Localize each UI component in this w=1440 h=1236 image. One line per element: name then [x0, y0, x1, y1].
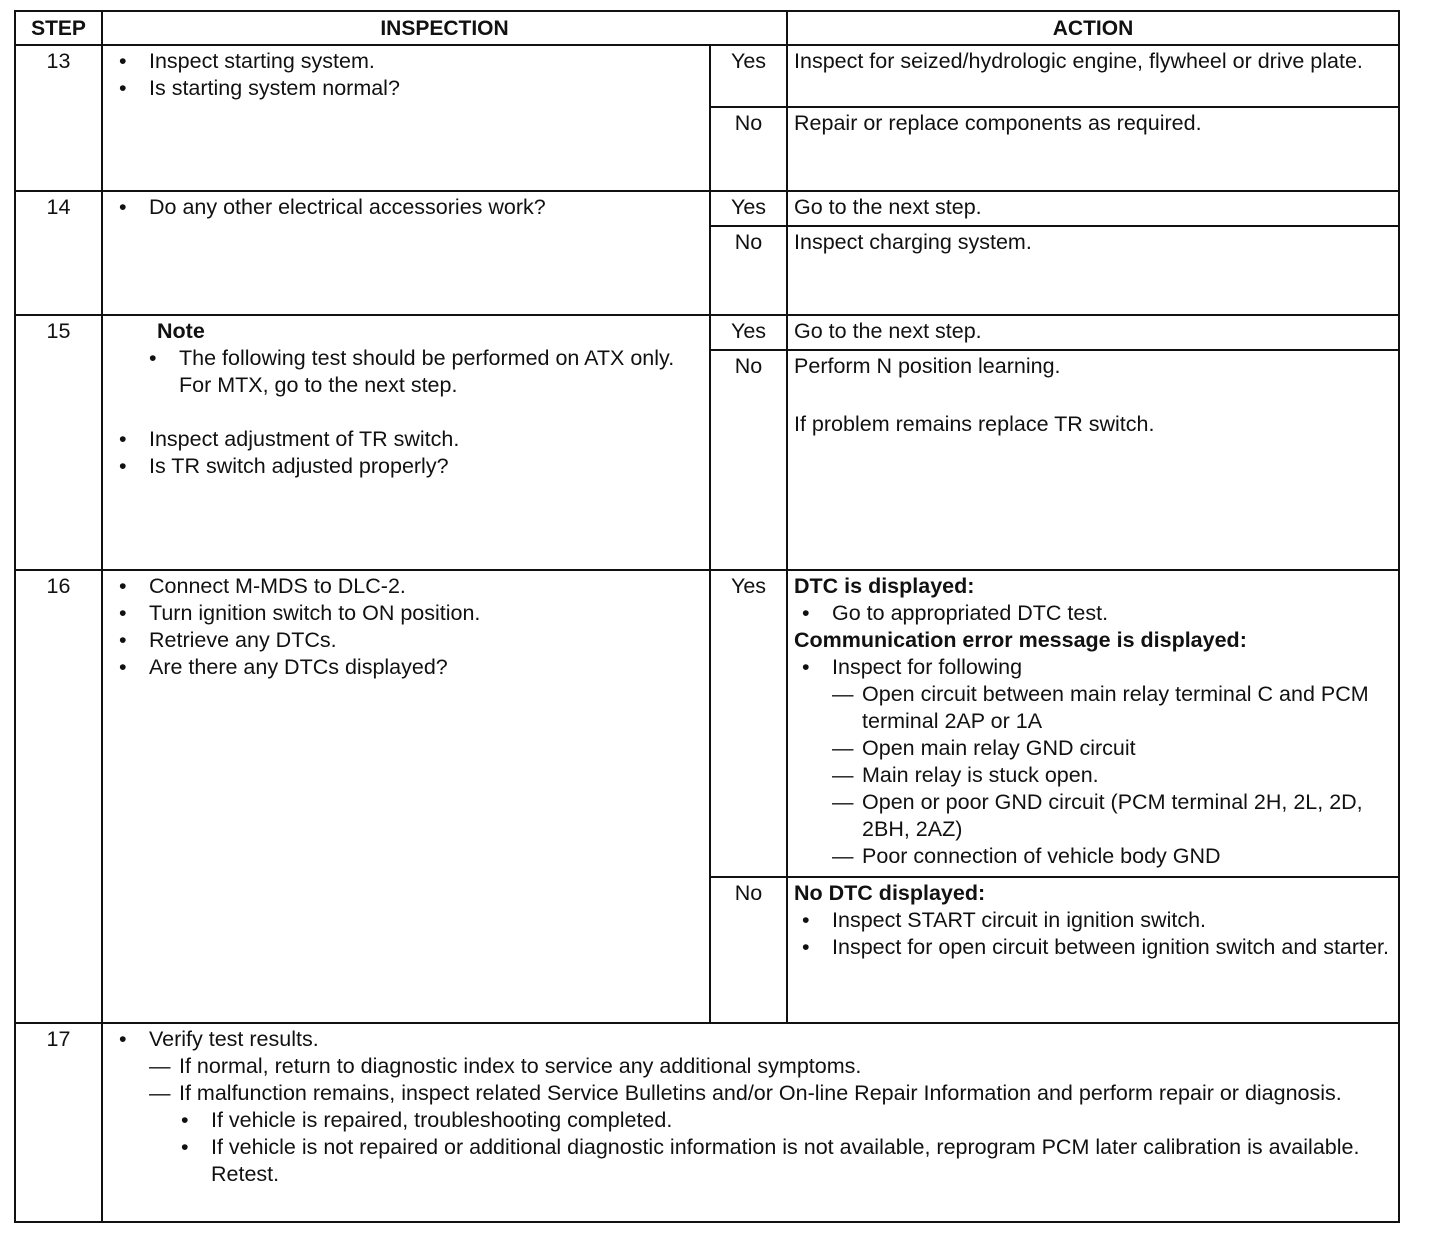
no-heading: No DTC displayed:: [794, 881, 986, 905]
no-label: No: [710, 107, 787, 191]
step-17-cell: [102, 1023, 1399, 1222]
verify-subsub: • If vehicle is not repaired or additional diagnostic information is not available, reprogram PCM later calibration is available. Retest.: [179, 1134, 1392, 1188]
step-number: 16: [15, 570, 102, 1023]
yes-heading: Communication error message is displayed:: [794, 628, 1247, 652]
yes-subitem: — Main relay is stuck open.: [832, 762, 1390, 789]
step-number: 17: [15, 1023, 102, 1222]
inspection-item: • Retrieve any DTCs.: [117, 627, 703, 654]
step-13-yes-row: [15, 45, 1399, 107]
inspection-item: • Inspect starting system.: [117, 48, 703, 75]
inspection-header: INSPECTION: [102, 11, 787, 45]
inspection-cell: [102, 45, 710, 191]
verify-sub: [149, 1080, 1392, 1188]
action-header: ACTION: [787, 11, 1399, 45]
no-label: No: [710, 226, 787, 315]
step-17-row: [15, 1023, 1399, 1222]
yes-item-text: Inspect for following: [832, 655, 1023, 679]
step-number: 13: [15, 45, 102, 191]
inspection-item: • Connect M-MDS to DLC-2.: [117, 573, 703, 600]
note-title: Note: [157, 319, 205, 343]
step-header: STEP: [15, 11, 102, 45]
step-16-yes-row: [15, 570, 1399, 877]
yes-label: Yes: [710, 570, 787, 877]
verify-sub-text: If malfunction remains, inspect related Service Bulletins and/or On-line Repair Information and perform repair or diagnosis.: [179, 1081, 1342, 1105]
no-action: Inspect charging system.: [787, 226, 1399, 315]
yes-label: Yes: [710, 315, 787, 350]
yes-subitem: — Poor connection of vehicle body GND: [832, 843, 1390, 870]
yes-item: • Go to appropriated DTC test.: [800, 600, 1390, 627]
step-number: 14: [15, 191, 102, 315]
verify-sub: — If normal, return to diagnostic index to service any additional symptoms.: [149, 1053, 1392, 1080]
yes-subitem: — Open circuit between main relay terminal C and PCM terminal 2AP or 1A: [832, 681, 1390, 735]
no-label: No: [710, 350, 787, 570]
inspection-item: • Inspect adjustment of TR switch.: [117, 426, 703, 453]
verify-text: Verify test results.: [149, 1027, 319, 1051]
step-15-yes-row: [15, 315, 1399, 350]
verify-item: [117, 1026, 1392, 1188]
yes-label: Yes: [710, 45, 787, 107]
yes-label: Yes: [710, 191, 787, 226]
no-item: • Inspect for open circuit between ignition switch and starter.: [800, 934, 1390, 961]
yes-heading: DTC is displayed:: [794, 574, 975, 598]
yes-subitem: — Open or poor GND circuit (PCM terminal 2H, 2L, 2D, 2BH, 2AZ): [832, 789, 1390, 843]
step-14-yes-row: [15, 191, 1399, 226]
yes-subitem: — Open main relay GND circuit: [832, 735, 1390, 762]
inspection-item: • Do any other electrical accessories work?: [117, 194, 703, 221]
no-action-line: Perform N position learning.: [794, 354, 1061, 378]
inspection-item: • Are there any DTCs displayed?: [117, 654, 703, 681]
inspection-cell: [102, 570, 710, 1023]
inspection-cell: [102, 191, 710, 315]
inspection-item: • Is TR switch adjusted properly?: [117, 453, 703, 480]
yes-item: [800, 654, 1390, 870]
yes-action: Go to the next step.: [787, 191, 1399, 226]
no-item: • Inspect START circuit in ignition switch.: [800, 907, 1390, 934]
yes-action: Inspect for seized/hydrologic engine, flywheel or drive plate.: [787, 45, 1399, 107]
diagnostic-table: [14, 10, 1400, 1223]
no-action-cell: [787, 350, 1399, 570]
note-text: The following test should be performed on ATX only.: [179, 346, 675, 370]
inspection-item: • Is starting system normal?: [117, 75, 703, 102]
note-item: [147, 345, 703, 399]
inspection-item: • Turn ignition switch to ON position.: [117, 600, 703, 627]
note-sub: For MTX, go to the next step.: [179, 373, 458, 397]
step-number: 15: [15, 315, 102, 570]
no-action-line: If problem remains replace TR switch.: [794, 412, 1155, 436]
no-label: No: [710, 877, 787, 1023]
no-action: Repair or replace components as required.: [787, 107, 1399, 191]
no-action-cell: [787, 877, 1399, 1023]
yes-action-cell: [787, 570, 1399, 877]
header-row: [15, 11, 1399, 45]
yes-action: Go to the next step.: [787, 315, 1399, 350]
verify-subsub: • If vehicle is repaired, troubleshooting completed.: [179, 1107, 1392, 1134]
inspection-cell: [102, 315, 710, 570]
